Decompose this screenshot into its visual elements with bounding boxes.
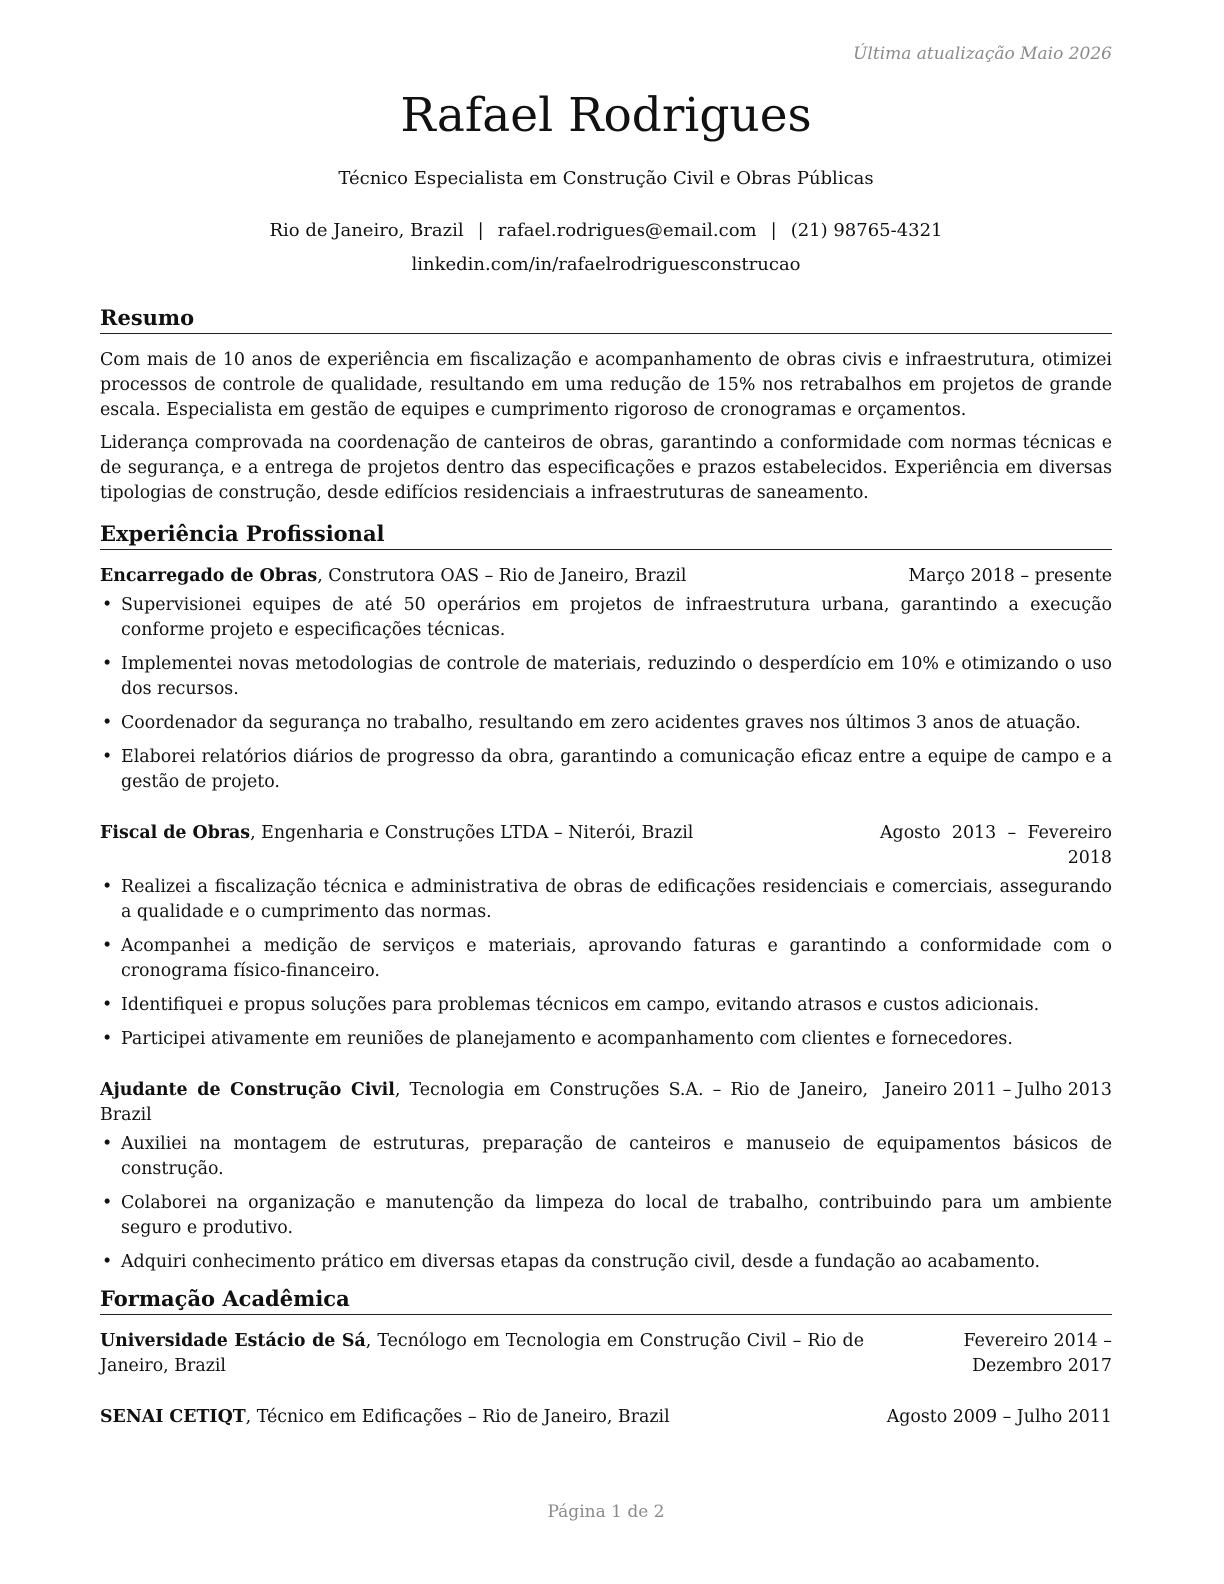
job-bullets xyxy=(100,875,1112,1052)
job-entry xyxy=(100,1078,1112,1275)
candidate-subtitle: Técnico Especialista em Construção Civil e Obras Públicas xyxy=(338,168,874,189)
job-bullet: • Auxiliei na montagem de estruturas, preparação de canteiros e manuseio de equipamentos básicos de construção. xyxy=(100,1132,1112,1182)
summary-section xyxy=(100,304,1112,506)
job-bullet: • Identifiquei e propus soluções para problemas técnicos em campo, evitando atrasos e custos adicionais. xyxy=(100,993,1112,1018)
job-bullet: • Elaborei relatórios diários de progresso da obra, garantindo a comunicação eficaz entre a equipe de campo e a gestão de projeto. xyxy=(100,745,1112,795)
job-title: Ajudante de Construção Civil xyxy=(100,1080,395,1100)
education-section xyxy=(100,1285,1112,1430)
summary-paragraph: Com mais de 10 anos de experiência em fiscalização e acompanhamento de obras civis e infraestrutura, otimizei processos de controle de qualidade, resultando em uma redução de 15% nos retrabalhos em projetos de grande escala. Especialista em gestão de equipes e cumprimento rigoroso de cronogramas e orçamentos. xyxy=(100,350,1112,420)
job-bullet: • Coordenador da segurança no trabalho, resultando em zero acidentes graves nos últimos 3 anos de atuação. xyxy=(100,711,1112,736)
job-bullet: • Acompanhei a medição de serviços e materiais, aprovando faturas e garantindo a conformidade com o cronograma físico-financeiro. xyxy=(100,934,1112,984)
job-bullet: • Implementei novas metodologias de controle de materiais, reduzindo o desperdício em 10% e otimizando o uso dos recursos. xyxy=(100,652,1112,702)
job-org: , Tecnologia em Construções S.A. – Rio de Janeiro, Brazil xyxy=(100,1080,869,1125)
education-detail: , Técnico em Edificações – Rio de Janeiro, Brazil xyxy=(245,1407,670,1427)
job-bullet: • Supervisionei equipes de até 50 operários em projetos de infraestrutura urbana, garantindo a execução conforme projeto e especificações técnicas. xyxy=(100,593,1112,643)
education-dates: Fevereiro 2014 – Dezembro 2017 xyxy=(963,1331,1112,1376)
job-dates: Agosto 2013 – Fevereiro 2018 xyxy=(880,823,1112,868)
job-title: Fiscal de Obras xyxy=(100,823,251,843)
summary-paragraph: Liderança comprovada na coordenação de canteiros de obras, garantindo a conformidade com normas técnicas e de segurança, e a entrega de projetos dentro das especificações e prazos estabelecidos. Experiência em diversas tipologias de construção, desde edifícios residenciais a infraestruturas de saneamento. xyxy=(100,433,1112,503)
job-org: , Construtora OAS – Rio de Janeiro, Brazil xyxy=(317,566,687,586)
education-header xyxy=(100,1405,1112,1430)
education-entry xyxy=(100,1329,1112,1379)
resume-page xyxy=(100,0,1112,1584)
job-header xyxy=(100,1078,1112,1128)
job-bullet: • Colaborei na organização e manutenção da limpeza do local de trabalho, contribuindo para um ambiente seguro e produtivo. xyxy=(100,1191,1112,1241)
contact-line xyxy=(100,220,1112,241)
contact-linkedin[interactable]: linkedin.com/in/rafaelrodriguesconstrucao xyxy=(411,254,801,275)
job-bullet: • Adquiri conhecimento prático em diversas etapas da construção civil, desde a fundação ao acabamento. xyxy=(100,1250,1112,1275)
education-header xyxy=(100,1329,1112,1379)
job-header xyxy=(100,564,1112,589)
education-detail: , Tecnólogo em Tecnologia em Construção Civil – Rio de Janeiro, Brazil xyxy=(100,1331,864,1376)
candidate-name: Rafael Rodrigues xyxy=(400,88,812,143)
job-title: Encarregado de Obras xyxy=(100,566,318,586)
job-dates: Janeiro 2011 – Julho 2013 xyxy=(884,1080,1112,1100)
contact-email[interactable]: rafael.rodrigues@email.com xyxy=(497,220,757,241)
job-entry xyxy=(100,564,1112,795)
job-bullets xyxy=(100,593,1112,795)
page-footer: Página 1 de 2 xyxy=(547,1502,665,1522)
contact-phone: (21) 98765-4321 xyxy=(790,220,943,241)
job-bullets xyxy=(100,1132,1112,1275)
education-dates: Agosto 2009 – Julho 2011 xyxy=(886,1407,1112,1427)
contact-separator: | xyxy=(770,220,777,241)
job-entry xyxy=(100,821,1112,1052)
job-bullet: • Realizei a fiscalização técnica e administrativa de obras de edificações residenciais e comerciais, assegurando a qualidade e o cumprimento das normas. xyxy=(100,875,1112,925)
education-entry xyxy=(100,1405,1112,1430)
summary-heading: Resumo xyxy=(100,304,1112,334)
job-org: , Engenharia e Construções LTDA – Niterói, Brazil xyxy=(250,823,694,843)
education-school: SENAI CETIQT xyxy=(100,1407,246,1427)
education-heading: Formação Acadêmica xyxy=(100,1285,1112,1315)
job-header xyxy=(100,821,1112,871)
experience-heading: Experiência Profissional xyxy=(100,520,1112,550)
resume-content xyxy=(100,304,1112,1430)
last-updated: Última atualização Maio 2026 xyxy=(853,44,1112,64)
contact-separator: | xyxy=(477,220,484,241)
job-dates: Março 2018 – presente xyxy=(908,566,1112,586)
job-bullet: • Participei ativamente em reuniões de planejamento e acompanhamento com clientes e fornecedores. xyxy=(100,1027,1112,1052)
education-school: Universidade Estácio de Sá xyxy=(100,1331,366,1351)
experience-section xyxy=(100,520,1112,1275)
contact-location: Rio de Janeiro, Brazil xyxy=(269,220,464,241)
